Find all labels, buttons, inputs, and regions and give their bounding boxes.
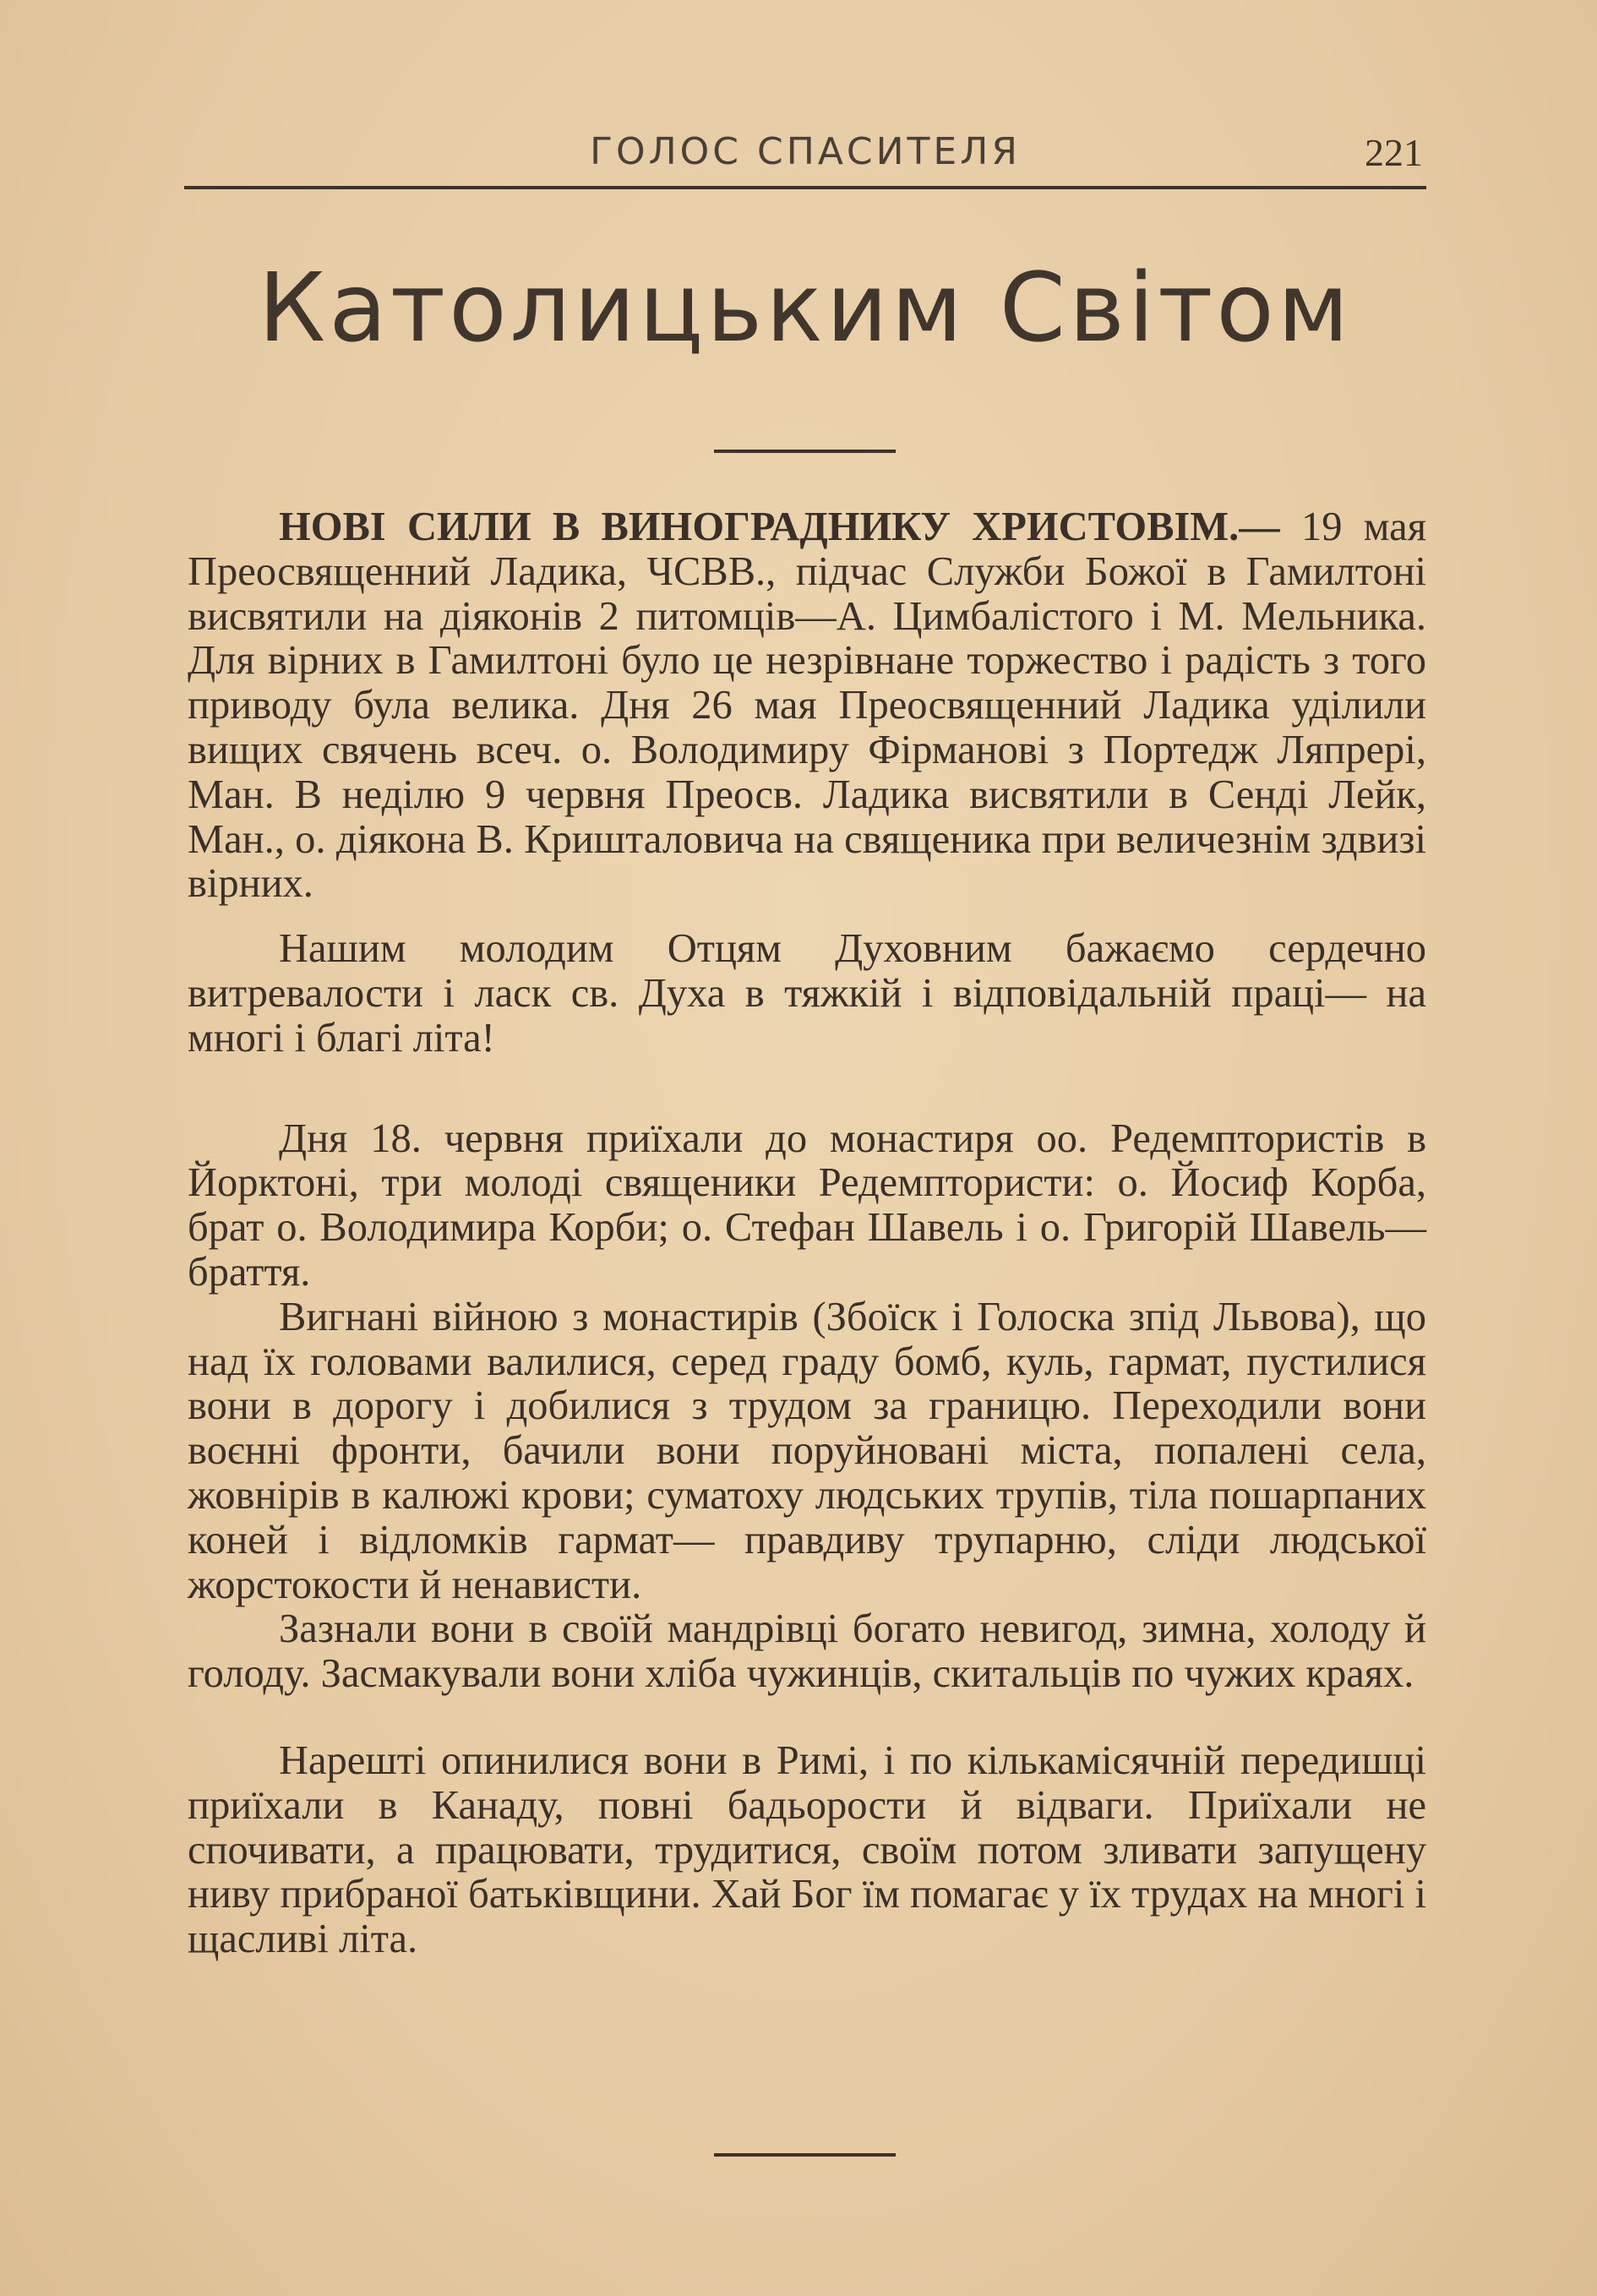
page-number: 221 <box>1365 131 1423 174</box>
article-body <box>188 505 1426 1962</box>
article-paragraph-6: Нарешті опинилися вони в Римі, і по кількамісячній передишці приїхали в Канаду, повні бадьорости й відваги. Приїхали не спочивати, а працювати, трудитися, своїм потом зливати запущену ниву прибраної батьківщини. Хай Бог їм помагає у їх трудах на многі і щасливі літа. <box>188 1737 1426 1962</box>
article-headline: НОВІ СИЛИ В ВИНОГРАДНИКУ ХРИСТОВІМ.— <box>279 504 1280 549</box>
article-paragraph-2: Нашим молодим Отцям Духовним бажаємо сердечно витревалости і ласк св. Духа в тяжкій і відповідальній праці— на многі і благі літа! <box>188 926 1426 1061</box>
paragraph-text: 19 мая Преосвященний Ладика, ЧСВВ., підчас Служби Божої в Гамилтоні висвятили на діяконів 2 питомців—А. Цимбалістого і М. Мельника. Для вірних в Гамилтоні було це незрівнане торжество і радість з того приводу була велика. Дня 26 мая Преосвященний Ладика уділили вищих свячень всеч. о. Володимиру Фірманові з Портедж Ляпрері, Ман. В неділю 9 червня Преосв. Ладика висвятили в Сенді Лейк, Ман., о. діякона В. Кришталовича на священика при величезнім здвизі вірних. <box>188 504 1427 907</box>
article-paragraph-3: Дня 18. червня приїхали до монастиря оо. Редемптористів в Йорктоні, три молоді священики Редемптористи: о. Йосиф Корба, брат о. Володимира Корби; о. Стефан Шавель і о. Григорій Шавель—браття. <box>188 1115 1426 1295</box>
article-paragraph-1 <box>188 505 1426 907</box>
end-divider <box>714 2153 896 2157</box>
journal-name: ГОЛОС СПАСИТЕЛЯ <box>590 130 1021 173</box>
section-title: Католицьким Світом <box>258 254 1353 363</box>
running-head <box>184 127 1426 189</box>
title-divider <box>714 450 896 453</box>
article-paragraph-5: Зазнали вони в своїй мандрівці богато невигод, зимна, холоду й голоду. Засмакували вони хліба чужинців, скитальців по чужих краях. <box>188 1606 1426 1697</box>
article-paragraph-4: Вигнані війною з монастирів (Збоїск і Голоска зпід Львова), що над їх головами валилися, серед граду бомб, куль, гармат, пустилися вони в дорогу і добилися з трудом за границю. Переходили вони воєнні фронти, бачили вони поруйновані міста, попалені села, жовнірів в калюжі крови; суматоху людських трупів, тіла пошарпаних коней і відломків гармат— правдиву трупарню, сліди людської жорстокости й ненависти. <box>188 1294 1426 1607</box>
